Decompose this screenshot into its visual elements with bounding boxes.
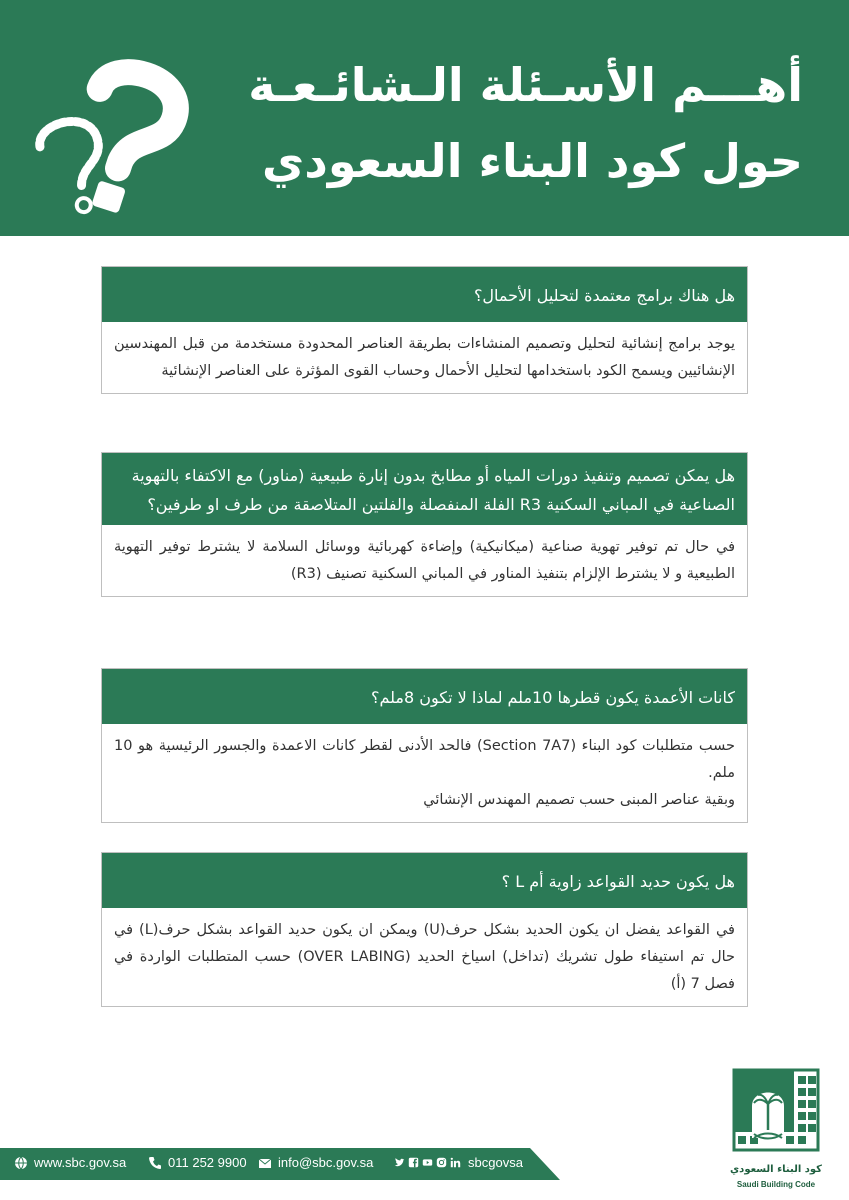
- faq-answer-text: حسب متطلبات كود البناء (Section 7A7) فالحد الأدنى لقطر كانات الاعمدة والجسور الرئيسية هو 10 ملم.: [114, 738, 736, 781]
- phone-number[interactable]: 011 252 9900: [168, 1155, 247, 1170]
- mail-icon: [258, 1156, 272, 1170]
- instagram-icon[interactable]: [436, 1157, 447, 1168]
- footer-email[interactable]: [258, 1155, 373, 1170]
- faq-answer: [102, 724, 747, 822]
- twitter-icon[interactable]: [394, 1157, 405, 1168]
- page-title-line-2: حول كود البناء السعودي: [262, 134, 803, 188]
- faq-card: [101, 452, 748, 597]
- faq-card: [101, 852, 748, 1007]
- facebook-icon[interactable]: [408, 1157, 419, 1168]
- faq-card: [101, 668, 748, 823]
- footer-website[interactable]: [14, 1155, 126, 1170]
- faq-question: كانات الأعمدة يكون قطرها 10ملم لماذا لا تكون 8ملم؟: [102, 669, 747, 724]
- faq-answer: [102, 525, 747, 596]
- faq-card: [101, 266, 748, 394]
- faq-question: هل يمكن تصميم وتنفيذ دورات المياه أو مطابخ بدون إنارة طبيعية (مناور) مع الاكتفاء بالتهوية الصناعية في المباني السكنية R3 الفلة المنفصلة والفلتين المتلاصقة من طرف او طرفين؟: [102, 453, 747, 525]
- logo-arabic-name: كود البناء السعودي: [730, 1164, 822, 1175]
- phone-icon: [148, 1156, 162, 1170]
- logo-english-name: Saudi Building Code: [736, 1180, 816, 1189]
- faq-answer-text: في حال تم توفير تهوية صناعية (ميكانيكية) وإضاءة كهربائية ووسائل السلامة لا يشترط توفير التهوية الطبيعية و لا يشترط الإلزام بتنفيذ المناور في المباني السكنية تصنيف (R3): [114, 539, 735, 582]
- faq-answer: [102, 908, 747, 1006]
- faq-answer-text: في القواعد يفضل ان يكون الحديد بشكل حرف(U) ويمكن ان يكون حديد القواعد بشكل حرف(L) في حال تم استيفاء طول تشريك (تداخل) اسياخ الحديد (OVER LABING) حسب المتطلبات الواردة في فصل 7 (أ): [114, 922, 735, 992]
- email-link[interactable]: info@sbc.gov.sa: [278, 1155, 374, 1170]
- faq-answer-text: يوجد برامج إنشائية لتحليل وتصميم المنشاءات بطريقة العناصر المحدودة مستخدمة من قبل المهندسين الإنشائيين ويسمح الكود باستخدامها لتحليل الأحمال وحساب القوى المؤثرة على العناصر الإنشائية: [114, 336, 735, 379]
- linkedin-icon[interactable]: [450, 1157, 461, 1168]
- faq-answer-text: وبقية عناصر المبنى حسب تصميم المهندس الإنشائي: [423, 792, 735, 808]
- faq-answer: [102, 322, 747, 393]
- question-marks-icon: [20, 45, 200, 220]
- social-handle[interactable]: sbcgovsa: [468, 1155, 523, 1170]
- page-title-line-1: أهـــم الأسـئلة الـشائـعـة: [248, 58, 803, 112]
- footer-phone[interactable]: [148, 1155, 247, 1170]
- globe-icon: [14, 1156, 28, 1170]
- youtube-icon[interactable]: [422, 1157, 433, 1168]
- faq-question: هل هناك برامج معتمدة لتحليل الأحمال؟: [102, 267, 747, 322]
- faq-question: هل يكون حديد القواعد زاوية أم L ؟: [102, 853, 747, 908]
- header-banner: [0, 0, 849, 236]
- footer-social[interactable]: [394, 1155, 523, 1170]
- website-link[interactable]: www.sbc.gov.sa: [34, 1155, 127, 1170]
